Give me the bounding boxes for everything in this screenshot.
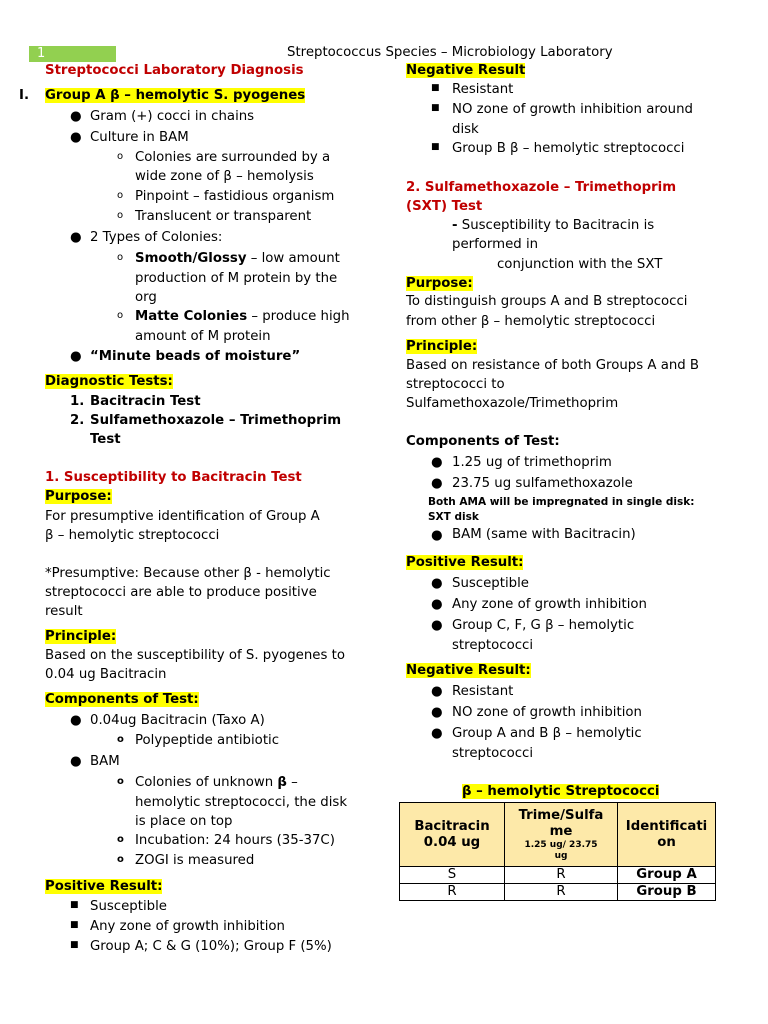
circle-bullet-icon: o	[117, 834, 124, 845]
text-span: –	[286, 775, 298, 790]
ama-note: SXT disk	[428, 511, 479, 523]
table-header-cell	[505, 803, 618, 867]
list-item: ZOGI is measured	[135, 853, 255, 868]
list-item: streptococci	[452, 638, 534, 653]
negative-result-label: Negative Result:	[406, 663, 531, 678]
square-bullet-icon: ■	[431, 103, 440, 113]
presumptive-note: *Presumptive: Because other β - hemolytic	[45, 566, 331, 581]
circle-bullet-icon: o	[117, 252, 124, 263]
list-item: Group C, F, G β – hemolytic	[452, 618, 635, 633]
list-item: “Minute beads of moisture”	[90, 349, 301, 364]
list-item: 23.75 ug sulfamethoxazole	[452, 476, 633, 491]
principle-label: Principle:	[406, 339, 478, 354]
list-item: Sulfamethoxazole – Trimethoprim	[90, 413, 342, 428]
page-header-title: Streptococcus Species – Microbiology Laboratory	[287, 45, 613, 60]
results-table	[399, 802, 716, 901]
table-row	[400, 867, 716, 884]
principle-text: Based on resistance of both Groups A and B	[406, 358, 700, 373]
components-label: Components of Test:	[45, 692, 199, 707]
sxt-title: 2. Sulfamethoxazole – Trimethoprim	[406, 180, 677, 195]
square-bullet-icon: ■	[70, 920, 79, 930]
list-item: Incubation: 24 hours (35-37C)	[135, 833, 335, 848]
principle-label: Principle:	[45, 629, 117, 644]
purpose-text: For presumptive identification of Group A	[45, 509, 320, 524]
bullet-icon: ●	[431, 726, 443, 741]
roman-numeral: I.	[19, 88, 29, 103]
sxt-note: conjunction with the SXT	[497, 257, 663, 272]
header-subtext: 1.25 ug/ 23.75	[524, 839, 598, 850]
bullet-icon: ●	[431, 576, 443, 591]
text-span: Susceptibility to Bacitracin is	[457, 218, 655, 233]
bullet-icon: ●	[70, 713, 82, 728]
list-item: Susceptible	[90, 899, 167, 914]
list-item: Polypeptide antibiotic	[135, 733, 280, 748]
list-item: wide zone of β – hemolysis	[135, 169, 314, 184]
list-item: Susceptible	[452, 576, 529, 591]
presumptive-note: streptococci are able to produce positive	[45, 585, 317, 600]
bullet-icon: ●	[431, 528, 443, 543]
table-cell: S	[400, 867, 505, 884]
purpose-text: To distinguish groups A and B streptococci	[406, 294, 688, 309]
square-bullet-icon: ■	[70, 940, 79, 950]
list-item: 2 Types of Colonies:	[90, 230, 223, 245]
bullet-icon: ●	[431, 705, 443, 720]
table-header-cell	[400, 803, 505, 867]
group-a-heading: Group A β – hemolytic S. pyogenes	[45, 88, 306, 103]
table-cell: R	[505, 884, 618, 901]
list-item: is place on top	[135, 814, 233, 829]
circle-bullet-icon: o	[117, 210, 124, 221]
bullet-icon: ●	[431, 476, 443, 491]
text-span: Colonies of unknown	[135, 775, 278, 790]
components-label: Components of Test:	[406, 434, 560, 449]
purpose-label: Purpose:	[406, 276, 473, 291]
sxt-title: (SXT) Test	[406, 199, 483, 214]
principle-text: Sulfamethoxazole/Trimethoprim	[406, 396, 619, 411]
list-item: Pinpoint – fastidious organism	[135, 189, 335, 204]
diagnostic-tests-heading: Diagnostic Tests:	[45, 374, 173, 389]
list-item: production of M protein by the	[135, 271, 338, 286]
negative-result-label: Negative Result	[406, 63, 526, 78]
circle-bullet-icon: o	[117, 776, 124, 787]
list-item: 1.25 ug of trimethoprim	[452, 455, 612, 470]
list-item: Test	[90, 432, 121, 447]
list-item	[135, 775, 298, 790]
table-title: β – hemolytic Streptococci	[462, 784, 660, 799]
table-row	[400, 884, 716, 901]
principle-text: Based on the susceptibility of S. pyogenes to	[45, 648, 345, 663]
list-item: Any zone of growth inhibition	[452, 597, 647, 612]
table-header-cell	[618, 803, 716, 867]
square-bullet-icon: ■	[431, 142, 440, 152]
list-item: disk	[452, 122, 479, 137]
bullet-icon: ●	[70, 754, 82, 769]
list-item: Bacitracin Test	[90, 394, 201, 409]
list-item: Group A; C & G (10%); Group F (5%)	[90, 939, 332, 954]
list-item: Resistant	[452, 684, 514, 699]
list-item: Gram (+) cocci in chains	[90, 109, 255, 124]
bacitracin-title: 1. Susceptibility to Bacitracin Test	[45, 470, 302, 485]
principle-text: 0.04 ug Bacitracin	[45, 667, 167, 682]
section-title: Streptococci Laboratory Diagnosis	[45, 63, 304, 78]
bullet-icon: ●	[431, 455, 443, 470]
header-subtext: ug	[554, 850, 568, 861]
circle-bullet-icon: o	[117, 190, 124, 201]
table-cell: R	[400, 884, 505, 901]
matte-desc: – produce high	[247, 309, 350, 324]
bullet-icon: ●	[70, 130, 82, 145]
list-item: Group B β – hemolytic streptococci	[452, 141, 685, 156]
circle-bullet-icon: o	[117, 854, 124, 865]
circle-bullet-icon: o	[117, 734, 124, 745]
list-item	[135, 309, 350, 324]
page-number: 1	[29, 46, 116, 62]
purpose-text: from other β – hemolytic streptococci	[406, 314, 656, 329]
list-item: org	[135, 290, 157, 305]
square-bullet-icon: ■	[431, 83, 440, 93]
circle-bullet-icon: o	[117, 151, 124, 162]
header-text: me	[549, 823, 573, 839]
list-item: amount of M protein	[135, 329, 271, 344]
list-item: streptococci	[452, 746, 534, 761]
list-number: 1.	[70, 394, 85, 409]
bullet-icon: ●	[70, 230, 82, 245]
purpose-label: Purpose:	[45, 489, 112, 504]
dash: -	[452, 218, 458, 233]
list-item: Resistant	[452, 82, 514, 97]
bullet-icon: ●	[70, 349, 82, 364]
square-bullet-icon: ■	[70, 900, 79, 910]
table-cell: R	[505, 867, 618, 884]
presumptive-note: result	[45, 604, 83, 619]
circle-bullet-icon: o	[117, 310, 124, 321]
table-cell: Group B	[618, 884, 716, 901]
purpose-text: β – hemolytic streptococci	[45, 528, 220, 543]
list-item: Group A and B β – hemolytic	[452, 726, 642, 741]
list-item: BAM (same with Bacitracin)	[452, 527, 636, 542]
list-item: Culture in BAM	[90, 130, 189, 145]
list-item: 0.04ug Bacitracin (Taxo A)	[90, 713, 265, 728]
table-cell: Group A	[618, 867, 716, 884]
sxt-note	[452, 218, 654, 233]
list-number: 2.	[70, 413, 85, 428]
bullet-icon: ●	[70, 109, 82, 124]
header-text: on	[657, 834, 676, 850]
list-item	[135, 251, 340, 266]
header-text: Bacitracin	[414, 818, 490, 834]
header-text: Trime/Sulfa	[518, 807, 604, 823]
beta-symbol: β	[277, 775, 287, 790]
list-item: hemolytic streptococci, the disk	[135, 795, 348, 810]
smooth-desc: – low amount	[246, 251, 340, 266]
sxt-note: performed in	[452, 237, 539, 252]
list-item: Any zone of growth inhibition	[90, 919, 285, 934]
principle-text: streptococci to	[406, 377, 505, 392]
header-text: 0.04 ug	[423, 834, 481, 850]
matte-label: Matte Colonies	[135, 309, 248, 324]
smooth-label: Smooth/Glossy	[135, 251, 247, 266]
list-item: BAM	[90, 754, 120, 769]
list-item: Colonies are surrounded by a	[135, 150, 331, 165]
header-text: Identificati	[625, 818, 708, 834]
ama-note: Both AMA will be impregnated in single disk:	[428, 496, 695, 508]
bullet-icon: ●	[431, 684, 443, 699]
list-item: NO zone of growth inhibition around	[452, 102, 693, 117]
list-item: Translucent or transparent	[135, 209, 312, 224]
positive-result-label: Positive Result:	[406, 555, 524, 570]
list-item: NO zone of growth inhibition	[452, 705, 642, 720]
positive-result-label: Positive Result:	[45, 879, 163, 894]
bullet-icon: ●	[431, 618, 443, 633]
bullet-icon: ●	[431, 597, 443, 612]
